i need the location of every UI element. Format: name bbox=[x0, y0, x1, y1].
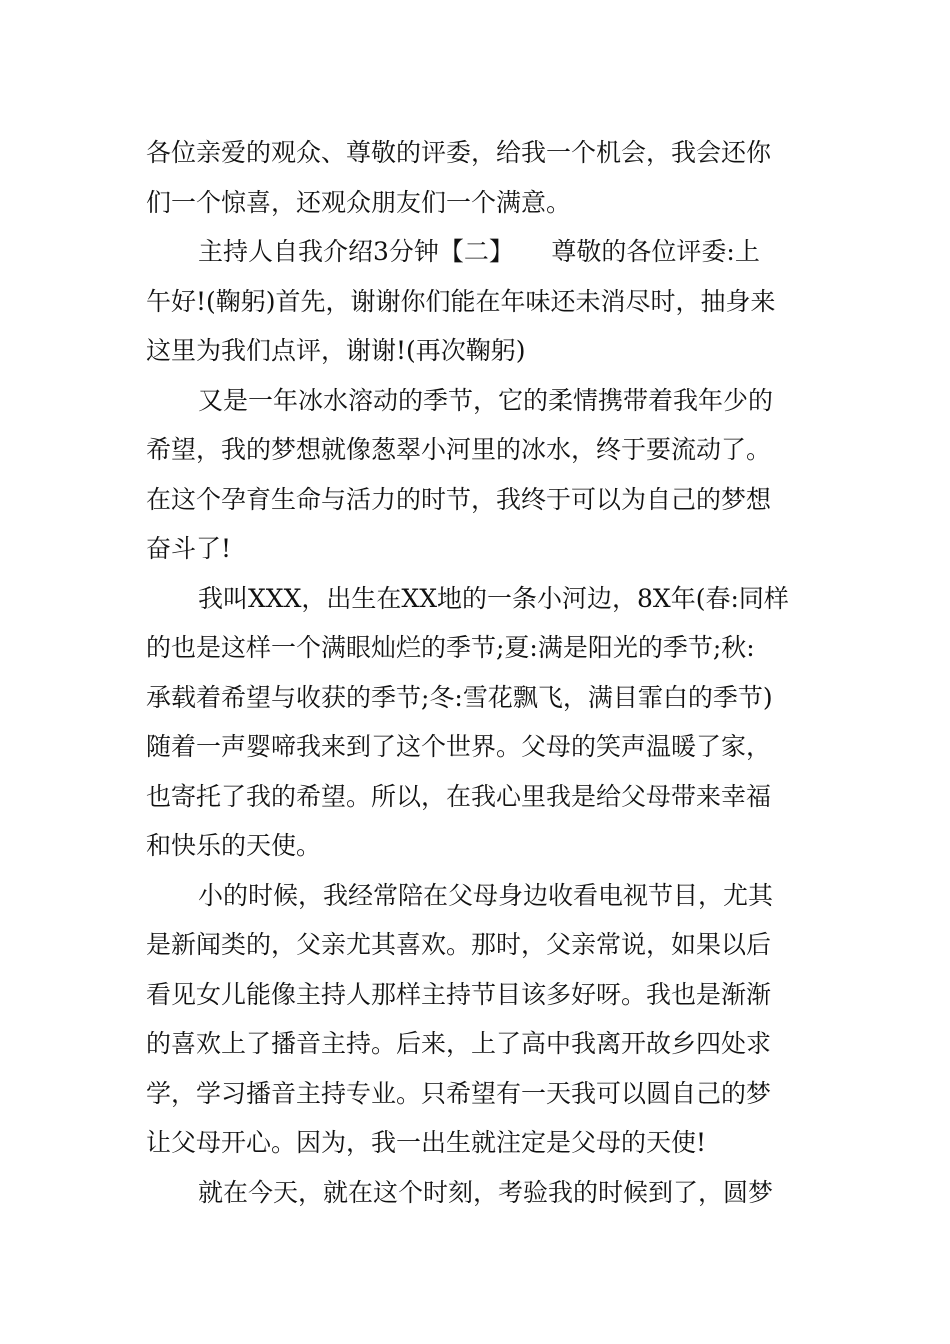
paragraph-line: 也寄托了我的希望。所以，在我心里我是给父母带来幸福 bbox=[146, 781, 772, 811]
paragraph-line: 的也是这样一个满眼灿烂的季节;夏:满是阳光的季节;秋: bbox=[146, 633, 755, 662]
paragraph-line: 随着一声婴啼我来到了这个世界。父母的笑声温暖了家， bbox=[146, 732, 772, 761]
paragraph-line: 承载着希望与收获的季节;冬:雪花飘飞，满目霏白的季节) bbox=[146, 682, 773, 712]
paragraph-line: 我叫XXX，出生在XX地的一条小河边，8X年(春:同样 bbox=[198, 583, 789, 613]
paragraph-line: 各位亲爱的观众、尊敬的评委，给我一个机会，我会还你 bbox=[146, 138, 772, 167]
paragraph-line: 和快乐的天使。 bbox=[146, 831, 322, 860]
paragraph-line: 的喜欢上了播音主持。后来，上了高中我离开故乡四处求 bbox=[146, 1029, 772, 1058]
paragraph-line: 这里为我们点评，谢谢!(再次鞠躬) bbox=[146, 336, 526, 365]
paragraph-line: 小的时候，我经常陪在父母身边收看电视节目，尤其 bbox=[198, 880, 774, 910]
paragraph-line: 主持人自我介绍3分钟【二】 尊敬的各位评委:上 bbox=[198, 237, 760, 266]
paragraph-line: 奋斗了! bbox=[146, 534, 232, 563]
paragraph-line: 让父母开心。因为，我一出生就注定是父母的天使! bbox=[146, 1128, 707, 1157]
paragraph-line: 希望，我的梦想就像葱翠小河里的冰水，终于要流动了。 bbox=[146, 435, 772, 464]
paragraph-line: 看见女儿能像主持人那样主持节目该多好呀。我也是渐渐 bbox=[146, 979, 772, 1009]
paragraph-line: 在这个孕育生命与活力的时节，我终于可以为自己的梦想 bbox=[146, 484, 772, 514]
paragraph-line: 学，学习播音主持专业。只希望有一天我可以圆自己的梦 bbox=[146, 1078, 772, 1108]
paragraph-line: 是新闻类的，父亲尤其喜欢。那时，父亲常说，如果以后 bbox=[146, 930, 772, 959]
paragraph-line: 又是一年冰水溶动的季节，它的柔情携带着我年少的 bbox=[198, 385, 774, 415]
paragraph-line: 们一个惊喜，还观众朋友们一个满意。 bbox=[146, 187, 572, 217]
paragraph-line: 就在今天，就在这个时刻，考验我的时候到了，圆梦 bbox=[198, 1177, 774, 1207]
paragraph-line: 午好!(鞠躬)首先，谢谢你们能在年味还未消尽时，抽身来 bbox=[146, 286, 776, 316]
document-body bbox=[146, 128, 806, 1217]
